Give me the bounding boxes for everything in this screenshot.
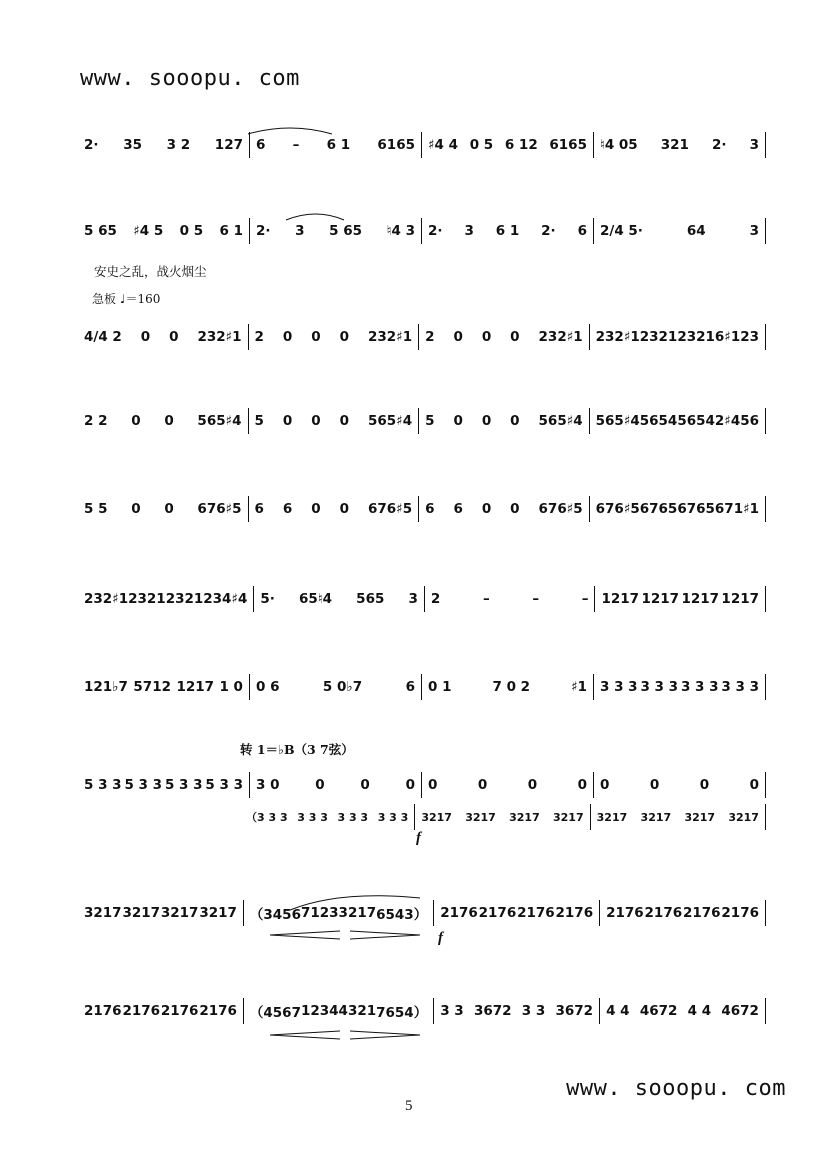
note-group: 2176 <box>199 1003 237 1019</box>
measure <box>600 1003 765 1019</box>
note-group: 5 3 3 <box>164 777 203 793</box>
measure <box>422 777 593 793</box>
measure <box>78 679 249 695</box>
measure <box>249 501 419 517</box>
note-group: 5 65 <box>84 223 117 239</box>
note-group: 3 3 <box>440 1003 464 1019</box>
note-group: 2321 <box>639 329 678 345</box>
note-group: 0 <box>481 501 492 517</box>
note-group: 565 <box>356 591 385 607</box>
note-group: 5 <box>254 413 264 429</box>
note-group: 1217 <box>681 591 720 607</box>
note-group: 3 3 <box>521 1003 546 1019</box>
barline <box>765 900 766 926</box>
note-group: 2♯456 <box>714 413 760 429</box>
note-group: 3217 <box>84 905 122 921</box>
note-group: 2176 <box>555 905 594 921</box>
note-group: 0 <box>360 777 370 793</box>
note-group: 0 <box>649 777 660 793</box>
note-group: 0 <box>527 777 538 793</box>
note-group: 5 3 3 <box>84 777 122 793</box>
measure <box>250 679 421 695</box>
note-group: 676♯5 <box>595 501 640 517</box>
tempo-marking: 急板 ♩＝160 <box>92 292 161 306</box>
measure <box>250 137 421 153</box>
note-group: 7654） <box>376 1005 428 1021</box>
note-group: 565♯4 <box>595 413 640 429</box>
measure <box>419 329 589 345</box>
note-group: 3 <box>749 223 759 239</box>
note-group: 3 <box>408 591 418 607</box>
barline <box>765 804 766 830</box>
measure <box>422 223 593 239</box>
measure <box>425 591 595 607</box>
note-group: 0 <box>453 329 463 345</box>
note-group: 65♮4 <box>299 591 333 607</box>
note-group: 6 <box>453 501 463 517</box>
note-group: 6 12 <box>504 137 538 153</box>
note-group: 0 <box>311 329 321 345</box>
note-group: 0 <box>405 777 415 793</box>
score-line <box>240 806 766 828</box>
note-group: 6765 <box>639 501 678 517</box>
note-group: 2321 <box>165 591 204 607</box>
note-group: 3217 <box>122 905 161 921</box>
score-line <box>78 406 766 436</box>
note-group: 232♯1 <box>367 329 413 345</box>
dynamic-forte: f <box>416 830 421 846</box>
note-group: 3672 <box>555 1003 594 1019</box>
note-group: 2321 <box>128 591 166 607</box>
measure <box>594 777 765 793</box>
note-group: 0 <box>510 329 520 345</box>
measure <box>244 1001 433 1021</box>
site-watermark-footer: www. sooopu. com <box>566 1076 786 1101</box>
note-group: 3 3 3 <box>680 679 719 695</box>
note-group: 2 <box>425 329 435 345</box>
barline <box>765 324 766 350</box>
note-group: 565♯4 <box>197 413 242 429</box>
measure <box>422 679 593 695</box>
note-group: 2176 <box>721 905 759 921</box>
note-group: 2· <box>712 137 727 153</box>
note-group: 5 5 <box>84 501 108 517</box>
note-group: 3 3 3 <box>297 810 328 824</box>
note-group: 0 <box>477 777 488 793</box>
measure <box>78 501 248 517</box>
score-line <box>78 584 766 614</box>
note-group: 6 1 <box>219 223 243 239</box>
note-group: 3217 <box>553 810 584 824</box>
note-group: 232♯1 <box>538 329 583 345</box>
note-group: 3 <box>749 137 759 153</box>
note-group: 1217 <box>176 679 215 695</box>
note-group: 4672 <box>721 1003 759 1019</box>
note-group: 3 3 3 <box>721 679 759 695</box>
note-group: 0 5 <box>179 223 204 239</box>
note-group: 6 <box>425 501 435 517</box>
note-group: 0 <box>481 413 492 429</box>
note-group: 0 <box>699 777 710 793</box>
score-line <box>78 672 766 702</box>
note-group: 4 4 <box>687 1003 712 1019</box>
measure <box>78 223 249 239</box>
dynamic-forte: f <box>438 930 443 946</box>
measure <box>590 501 765 517</box>
score-line <box>78 996 766 1026</box>
measure <box>78 905 243 921</box>
measure <box>594 679 765 695</box>
note-group: 0 <box>169 329 179 345</box>
note-group: 0 <box>311 413 321 429</box>
note-group: 3217 <box>596 810 628 824</box>
note-group: 127 <box>214 137 243 153</box>
note-group: 3 3 3 <box>640 679 679 695</box>
note-group: 676♯5 <box>367 501 413 517</box>
note-group: 565♯4 <box>538 413 583 429</box>
note-group: 6165 <box>549 137 587 153</box>
measure <box>419 501 589 517</box>
note-group: 3672 <box>473 1003 512 1019</box>
note-group: 7 0 2 <box>492 679 531 695</box>
measure <box>244 903 433 923</box>
measure <box>422 137 593 153</box>
note-group: 6 <box>254 501 264 517</box>
measure <box>590 329 765 345</box>
note-group: 6 1 <box>495 223 520 239</box>
measure <box>78 1003 243 1019</box>
note-group: 0 <box>339 329 350 345</box>
note-group: 3 <box>295 223 305 239</box>
note-group: 121♭7 <box>84 679 128 695</box>
measure <box>78 137 249 153</box>
note-group: 3217 <box>421 810 452 824</box>
note-group: 0 <box>339 413 350 429</box>
score-line <box>78 898 766 928</box>
note-group: 0 6 <box>256 679 280 695</box>
note-group: 1 0 <box>219 679 243 695</box>
note-group: 0 1 <box>428 679 452 695</box>
barline <box>765 586 766 612</box>
note-group: 0 <box>311 501 321 517</box>
measure <box>600 905 765 921</box>
note-group: 1217 <box>601 591 640 607</box>
measure <box>595 591 765 607</box>
note-group: 0 <box>481 329 492 345</box>
measure <box>78 777 249 793</box>
note-group: 0 <box>131 501 141 517</box>
note-group: 676♯5 <box>538 501 583 517</box>
measure <box>250 777 421 793</box>
page-number: 5 <box>405 1098 413 1114</box>
note-group: 4321 <box>338 1003 377 1019</box>
note-group: （3456 <box>249 907 301 923</box>
note-group: 234♯4 <box>203 591 248 607</box>
barline <box>765 772 766 798</box>
note-group: 3217 <box>509 810 540 824</box>
measure <box>434 1003 599 1019</box>
note-group: 6 <box>405 679 415 695</box>
note-group: 0 <box>164 413 174 429</box>
note-group: 0 <box>577 777 587 793</box>
note-group: 5712 <box>133 679 171 695</box>
note-group: 2· <box>84 137 99 153</box>
note-group: 2· <box>256 223 271 239</box>
measure <box>78 413 248 429</box>
note-group: 232♯1 <box>197 329 242 345</box>
score-line <box>78 130 766 160</box>
note-group: 2176 <box>606 905 644 921</box>
note-group: 232♯1 <box>84 591 129 607</box>
note-group: 0 <box>282 329 293 345</box>
note-group: 2176 <box>440 905 478 921</box>
note-group: 5 3 3 <box>205 777 243 793</box>
barline <box>765 674 766 700</box>
note-group: ♮4 05 <box>600 137 638 153</box>
note-group: 2176 <box>84 1003 122 1019</box>
note-group: 232♯1 <box>595 329 640 345</box>
note-group: 6165 <box>377 137 415 153</box>
site-watermark-header: www. sooopu. com <box>80 66 300 91</box>
note-group: 2176 <box>644 905 683 921</box>
note-group: – <box>581 591 589 607</box>
note-group: 3217 <box>338 905 377 921</box>
note-group: 5 0♭7 <box>322 679 363 695</box>
note-group: 3217 <box>465 810 496 824</box>
note-group: 3217 <box>684 810 716 824</box>
measure <box>434 905 599 921</box>
note-group: 1234 <box>300 1003 339 1019</box>
note-group: 1217 <box>721 591 759 607</box>
note-group: 2· <box>541 223 556 239</box>
note-group: ♮4 3 <box>386 223 415 239</box>
note-group: 2 <box>430 591 441 607</box>
note-group: 0 <box>282 413 293 429</box>
barline <box>765 496 766 522</box>
score-line <box>78 322 766 352</box>
note-group: 3 0 <box>256 777 280 793</box>
note-group: 0 <box>164 501 174 517</box>
measure <box>419 413 589 429</box>
note-group: 6765 <box>677 501 715 517</box>
note-group: 2176 <box>122 1003 161 1019</box>
note-group: 3 2 <box>166 137 191 153</box>
measure <box>591 811 765 824</box>
measure <box>78 329 248 345</box>
note-group: 3 3 3 <box>337 810 369 824</box>
measure <box>249 329 419 345</box>
note-group: 5· <box>260 591 275 607</box>
key-change-marking: 转 1＝♭B（3 7弦） <box>240 742 354 757</box>
note-group: 4 4 <box>606 1003 630 1019</box>
note-group: 0 <box>140 329 151 345</box>
note-group: ♯4 4 <box>428 137 459 153</box>
score-line <box>78 216 766 246</box>
note-group: 0 <box>749 777 759 793</box>
measure <box>250 223 421 239</box>
score-line <box>78 770 766 800</box>
score-line <box>78 494 766 524</box>
measure <box>590 413 765 429</box>
note-group: 3 3 3 <box>600 679 638 695</box>
note-group: 671♯1 <box>714 501 760 517</box>
note-group: 2176 <box>160 1003 199 1019</box>
note-group: 5 <box>425 413 435 429</box>
note-group: 4672 <box>639 1003 678 1019</box>
note-group: 6 <box>577 223 587 239</box>
note-group: 3217 <box>728 810 759 824</box>
note-group: 3217 <box>160 905 199 921</box>
barline <box>765 998 766 1024</box>
measure <box>240 809 414 825</box>
note-group: 3 <box>464 223 474 239</box>
note-group: 2176 <box>682 905 721 921</box>
note-group: 0 <box>453 413 463 429</box>
note-group: 3 3 3 <box>377 810 409 824</box>
measure <box>594 223 765 239</box>
note-group: 2321 <box>677 329 715 345</box>
note-group: 676♯5 <box>197 501 242 517</box>
note-group: 0 <box>339 501 350 517</box>
note-group: – <box>482 591 490 607</box>
barline <box>765 408 766 434</box>
measure <box>78 591 253 607</box>
note-group: 64 <box>686 223 706 239</box>
note-group: 6 <box>282 501 293 517</box>
note-group: 2· <box>428 223 443 239</box>
note-group: 2/4 5· <box>600 223 643 239</box>
note-group: 321 <box>660 137 689 153</box>
note-group: – <box>292 137 300 153</box>
note-group: 2 <box>254 329 264 345</box>
note-group: – <box>532 591 540 607</box>
note-group: 6 <box>256 137 266 153</box>
note-group: 0 <box>510 501 520 517</box>
note-group: 0 <box>510 413 520 429</box>
note-group: 0 <box>131 413 141 429</box>
note-group: 0 <box>315 777 325 793</box>
note-group: （3 3 3 <box>246 811 288 824</box>
note-group: 2176 <box>478 905 517 921</box>
barline <box>765 132 766 158</box>
note-group: 6543） <box>376 907 428 923</box>
note-group: 0 5 <box>469 137 494 153</box>
section-title: 安史之乱，战火烟尘 <box>94 264 207 279</box>
note-group: 565♯4 <box>367 413 413 429</box>
note-group: 1217 <box>641 591 680 607</box>
note-group: 0 <box>600 777 610 793</box>
note-group: 6♯123 <box>714 329 760 345</box>
note-group: 2176 <box>517 905 555 921</box>
note-group: 5 65 <box>329 223 363 239</box>
barline <box>765 218 766 244</box>
note-group: 0 <box>428 777 438 793</box>
measure <box>249 413 419 429</box>
note-group: 5654 <box>639 413 678 429</box>
note-group: 7123 <box>300 905 339 921</box>
measure <box>254 591 424 607</box>
note-group: 2 2 <box>84 413 108 429</box>
note-group: 4/4 2 <box>84 329 122 345</box>
note-group: ♯1 <box>571 679 587 695</box>
note-group: ♯4 5 <box>133 223 164 239</box>
note-group: 3217 <box>640 810 672 824</box>
note-group: 6 1 <box>326 137 351 153</box>
measure <box>594 137 765 153</box>
note-group: 5 3 3 <box>124 777 163 793</box>
measure <box>415 811 589 824</box>
note-group: 3217 <box>199 905 237 921</box>
note-group: （4567 <box>249 1005 301 1021</box>
note-group: 5654 <box>677 413 715 429</box>
note-group: 35 <box>123 137 142 153</box>
